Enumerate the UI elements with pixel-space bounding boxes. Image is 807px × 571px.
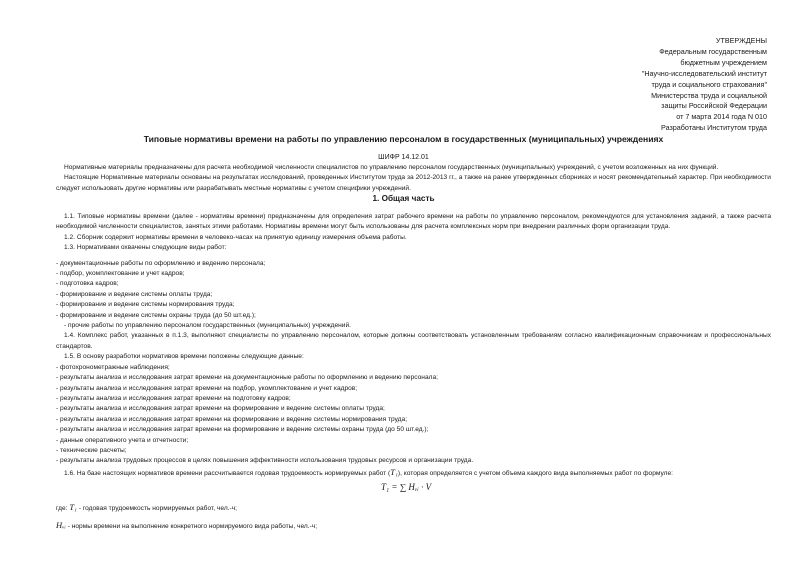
where-text: - годовая трудоемкость нормируемых работ, чел.-ч;: [77, 505, 237, 513]
where-label: где:: [56, 505, 68, 513]
formula: T₁ = ∑ Hᵥᵢ · V: [381, 482, 432, 493]
where-line: [56, 502, 771, 514]
list-item: - документационные работы по оформлению и ведению персонала;: [56, 259, 266, 267]
approval-line: Разработаны Институтом труда: [661, 123, 767, 133]
list-item: - формирование и ведение системы оплаты труда;: [56, 290, 213, 298]
approval-line: защиты Российской Федерации: [661, 101, 767, 111]
list-item: - результаты анализа и исследования затрат времени на документационные работы по оформлению и ведению персонала;: [56, 374, 438, 382]
list-item: - формирование и ведение системы нормирования труда;: [56, 301, 235, 309]
list-item: - результаты анализа трудовых процессов в целях повышения эффективности использования трудовых ресурсов и организации труда.: [56, 457, 474, 465]
intro-paragraph: Настоящие Нормативные материалы основаны на результатах исследований, проведенных Институтом труда за 2012-2013 гг., а также на ранее утвержденных сборниках и носят рекомендательный характер. При необходимости следует использовать другие нормативы или разрабатывать местные нормативы с учетом специфики учреждений.: [56, 174, 771, 192]
list-item: - подготовка кадров;: [56, 280, 119, 288]
formula-row: [56, 479, 771, 497]
approval-line: Министерства труда и социальной: [651, 90, 767, 100]
intro-block: [56, 163, 771, 194]
paragraph-1-6: [56, 467, 771, 479]
list-item: - данные оперативного учета и отчетности;: [56, 436, 189, 444]
formula-symbol: Hᵥᵢ: [56, 519, 66, 530]
document-code: ШИФР 14.12.01: [378, 154, 429, 161]
list-item: - результаты анализа и исследования затрат времени на формирование и ведение системы охраны труда (до 50 шт.ед.);: [56, 426, 429, 434]
approval-line: от 7 марта 2014 года N 010: [676, 112, 767, 122]
paragraph-1-3: 1.3. Нормативами охвачены следующие виды работ:: [64, 244, 227, 252]
approval-line: УТВЕРЖДЕНЫ: [715, 36, 767, 45]
formula-symbol: T₁: [390, 466, 398, 477]
paragraph-1-6-text: ), которая определяется с учетом объема каждого вида выполняемых работ по формуле:: [397, 469, 673, 477]
list-item: - фотохронометражные наблюдения;: [56, 363, 170, 371]
where-text: - нормы времени на выполнение конкретного нормируемого вида работы, чел.-ч;: [65, 522, 318, 530]
section-title: 1. Общая часть: [372, 194, 435, 203]
document-title: Типовые нормативы времени на работы по управлению персоналом в государственных (муниципальных) учреждениях: [143, 134, 664, 144]
list-item: - результаты анализа и исследования затрат времени на подготовку кадров;: [56, 394, 291, 402]
paragraph-1-5: 1.5. В основу разработки нормативов времени положены следующие данные:: [64, 353, 304, 361]
paragraph-1-1: 1.1. Типовые нормативы времени (далее - нормативы времени) предназначены для определения затрат рабочего времени на работы по управлению персоналом, рекомендуются для установления заданий, а также расчета необходимой численности специалистов, занятых этими работами. Нормативы времени могут быть использованы для расчета комплексных норм при внедрении различных форм организации труда.: [56, 213, 771, 231]
section-body: [56, 212, 771, 532]
list-item: - технические расчеты;: [56, 446, 127, 454]
formula-symbol: T₁: [69, 502, 77, 513]
approval-line: труда и социального страхования": [651, 79, 767, 89]
approval-line: бюджетным учреждением: [680, 57, 767, 67]
approval-block: [547, 36, 767, 134]
list-item: - формирование и ведение системы охраны труда (до 50 шт.ед.);: [56, 311, 256, 319]
list-item: - результаты анализа и исследования затрат времени на формирование и ведение системы нормирования труда;: [56, 415, 408, 423]
list-item: - результаты анализа и исследования затрат времени на подбор, укомплектование и учет кадров;: [56, 384, 358, 392]
list-item: - подбор, укомплектование и учет кадров;: [56, 270, 185, 278]
list-item: - прочие работы по управлению персоналом государственных (муниципальных) учреждений.: [64, 322, 351, 330]
approval-line: "Научно-исследовательский институт: [641, 68, 767, 78]
intro-paragraph: Нормативные материалы предназначены для расчета необходимой численности специалистов по управлению персоналом государственных (муниципальных) учреждений, с учетом возложенных на них функций.: [64, 164, 719, 171]
paragraph-1-4: 1.4. Комплекс работ, указанных в п.1.3, выполняют специалисты по управлению персоналом, которые должны соответствовать установленным требованиям согласно квалификационным справочникам и профессиональных стандартов.: [56, 332, 771, 350]
approval-line: Федеральным государственным: [659, 46, 767, 56]
where-line: [56, 520, 771, 532]
paragraph-1-2: 1.2. Сборник содержит нормативы времени в человеко-часах на принятую единицу измерения объема работы.: [64, 233, 407, 241]
paragraph-1-6-text: 1.6. На базе настоящих нормативов времени рассчитывается годовая трудоемкость нормируемых работ (: [64, 469, 391, 477]
list-item: - результаты анализа и исследования затрат времени на формирование и ведение системы оплаты труда;: [56, 405, 385, 413]
